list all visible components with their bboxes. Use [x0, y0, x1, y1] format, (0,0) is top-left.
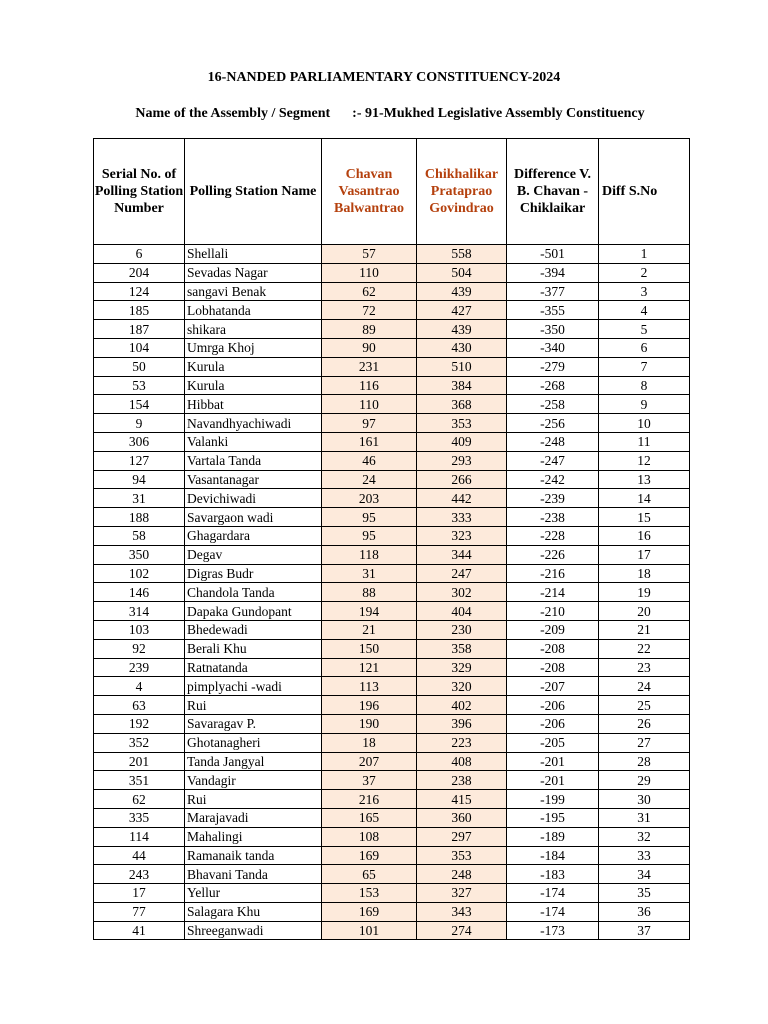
diff-sno-cell: 29: [599, 771, 690, 790]
serial-number-cell: 154: [94, 395, 185, 414]
diff-sno-cell: 34: [599, 865, 690, 884]
chavan-votes-cell: 196: [322, 696, 417, 715]
results-table: [93, 138, 690, 940]
polling-station-name-cell: Lobhatanda: [185, 301, 322, 320]
header-difference: Difference V. B. Chavan - Chiklaikar: [507, 139, 599, 245]
table-row: [94, 677, 690, 696]
chikhalikar-votes-cell: 415: [417, 790, 507, 809]
chavan-votes-cell: 113: [322, 677, 417, 696]
difference-cell: -238: [507, 508, 599, 527]
chavan-votes-cell: 169: [322, 846, 417, 865]
chavan-votes-cell: 101: [322, 921, 417, 940]
polling-station-name-cell: Tanda Jangyal: [185, 752, 322, 771]
polling-station-name-cell: Shellali: [185, 245, 322, 264]
serial-number-cell: 192: [94, 714, 185, 733]
difference-cell: -206: [507, 714, 599, 733]
chikhalikar-votes-cell: 439: [417, 320, 507, 339]
diff-sno-cell: 5: [599, 320, 690, 339]
chikhalikar-votes-cell: 404: [417, 602, 507, 621]
table-row: [94, 752, 690, 771]
table-row: [94, 790, 690, 809]
table-row: [94, 639, 690, 658]
serial-number-cell: 102: [94, 564, 185, 583]
table-row: [94, 301, 690, 320]
table-row: [94, 470, 690, 489]
table-row: [94, 808, 690, 827]
chavan-votes-cell: 97: [322, 414, 417, 433]
chavan-votes-cell: 31: [322, 564, 417, 583]
chavan-votes-cell: 57: [322, 245, 417, 264]
chikhalikar-votes-cell: 358: [417, 639, 507, 658]
polling-station-name-cell: Berali Khu: [185, 639, 322, 658]
diff-sno-cell: 6: [599, 338, 690, 357]
serial-number-cell: 31: [94, 489, 185, 508]
chavan-votes-cell: 95: [322, 526, 417, 545]
difference-cell: -248: [507, 432, 599, 451]
serial-number-cell: 103: [94, 620, 185, 639]
table-row: [94, 921, 690, 940]
diff-sno-cell: 17: [599, 545, 690, 564]
header-candidate-chavan: Chavan Vasantrao Balwantrao: [322, 139, 417, 245]
difference-cell: -355: [507, 301, 599, 320]
chikhalikar-votes-cell: 293: [417, 451, 507, 470]
diff-sno-cell: 3: [599, 282, 690, 301]
serial-number-cell: 243: [94, 865, 185, 884]
difference-cell: -206: [507, 696, 599, 715]
difference-cell: -201: [507, 752, 599, 771]
diff-sno-cell: 25: [599, 696, 690, 715]
polling-station-name-cell: Marajavadi: [185, 808, 322, 827]
polling-station-name-cell: Kurula: [185, 357, 322, 376]
difference-cell: -174: [507, 884, 599, 903]
difference-cell: -214: [507, 583, 599, 602]
serial-number-cell: 306: [94, 432, 185, 451]
chavan-votes-cell: 89: [322, 320, 417, 339]
diff-sno-cell: 10: [599, 414, 690, 433]
chavan-votes-cell: 108: [322, 827, 417, 846]
serial-number-cell: 6: [94, 245, 185, 264]
difference-cell: -256: [507, 414, 599, 433]
diff-sno-cell: 24: [599, 677, 690, 696]
serial-number-cell: 58: [94, 526, 185, 545]
chavan-votes-cell: 121: [322, 658, 417, 677]
serial-number-cell: 44: [94, 846, 185, 865]
polling-station-name-cell: Savargaon wadi: [185, 508, 322, 527]
chavan-votes-cell: 190: [322, 714, 417, 733]
table-row: [94, 338, 690, 357]
serial-number-cell: 17: [94, 884, 185, 903]
diff-sno-cell: 37: [599, 921, 690, 940]
segment-label: Name of the Assembly / Segment: [135, 106, 331, 121]
serial-number-cell: 104: [94, 338, 185, 357]
chikhalikar-votes-cell: 353: [417, 846, 507, 865]
diff-sno-cell: 20: [599, 602, 690, 621]
polling-station-name-cell: Devichiwadi: [185, 489, 322, 508]
chikhalikar-votes-cell: 430: [417, 338, 507, 357]
chavan-votes-cell: 95: [322, 508, 417, 527]
polling-station-name-cell: Vandagir: [185, 771, 322, 790]
polling-station-name-cell: Degav: [185, 545, 322, 564]
polling-station-name-cell: Rui: [185, 696, 322, 715]
serial-number-cell: 314: [94, 602, 185, 621]
diff-sno-cell: 32: [599, 827, 690, 846]
diff-sno-cell: 1: [599, 245, 690, 264]
serial-number-cell: 124: [94, 282, 185, 301]
chavan-votes-cell: 110: [322, 395, 417, 414]
header-diff-sno: Diff S.No: [599, 139, 690, 245]
polling-station-name-cell: Savaragav P.: [185, 714, 322, 733]
chavan-votes-cell: 18: [322, 733, 417, 752]
chavan-votes-cell: 194: [322, 602, 417, 621]
table-row: [94, 827, 690, 846]
chavan-votes-cell: 37: [322, 771, 417, 790]
chikhalikar-votes-cell: 248: [417, 865, 507, 884]
polling-station-name-cell: Digras Budr: [185, 564, 322, 583]
difference-cell: -350: [507, 320, 599, 339]
diff-sno-cell: 23: [599, 658, 690, 677]
table-row: [94, 414, 690, 433]
chavan-votes-cell: 62: [322, 282, 417, 301]
difference-cell: -377: [507, 282, 599, 301]
chavan-votes-cell: 231: [322, 357, 417, 376]
table-row: [94, 583, 690, 602]
chavan-votes-cell: 21: [322, 620, 417, 639]
chikhalikar-votes-cell: 409: [417, 432, 507, 451]
table-row: [94, 508, 690, 527]
table-row: [94, 432, 690, 451]
chikhalikar-votes-cell: 558: [417, 245, 507, 264]
difference-cell: -195: [507, 808, 599, 827]
difference-cell: -199: [507, 790, 599, 809]
diff-sno-cell: 7: [599, 357, 690, 376]
table-row: [94, 282, 690, 301]
chavan-votes-cell: 207: [322, 752, 417, 771]
polling-station-name-cell: pimplyachi -wadi: [185, 677, 322, 696]
difference-cell: -208: [507, 639, 599, 658]
serial-number-cell: 4: [94, 677, 185, 696]
table-row: [94, 376, 690, 395]
header-polling-station-name: Polling Station Name: [185, 139, 322, 245]
polling-station-name-cell: Salagara Khu: [185, 902, 322, 921]
diff-sno-cell: 11: [599, 432, 690, 451]
difference-cell: -205: [507, 733, 599, 752]
header-serial-number: Serial No. of Polling Station Number: [94, 139, 185, 245]
serial-number-cell: 62: [94, 790, 185, 809]
diff-sno-cell: 18: [599, 564, 690, 583]
polling-station-name-cell: Dapaka Gundopant: [185, 602, 322, 621]
polling-station-name-cell: Ghagardara: [185, 526, 322, 545]
polling-station-name-cell: Ghotanagheri: [185, 733, 322, 752]
polling-station-name-cell: Ramanaik tanda: [185, 846, 322, 865]
chikhalikar-votes-cell: 353: [417, 414, 507, 433]
difference-cell: -247: [507, 451, 599, 470]
serial-number-cell: 77: [94, 902, 185, 921]
chavan-votes-cell: 110: [322, 263, 417, 282]
polling-station-name-cell: Navandhyachiwadi: [185, 414, 322, 433]
polling-station-name-cell: Shreeganwadi: [185, 921, 322, 940]
difference-cell: -174: [507, 902, 599, 921]
polling-station-name-cell: Vartala Tanda: [185, 451, 322, 470]
chikhalikar-votes-cell: 333: [417, 508, 507, 527]
diff-sno-cell: 21: [599, 620, 690, 639]
serial-number-cell: 63: [94, 696, 185, 715]
diff-sno-cell: 28: [599, 752, 690, 771]
chavan-votes-cell: 116: [322, 376, 417, 395]
difference-cell: -201: [507, 771, 599, 790]
table-row: [94, 263, 690, 282]
chikhalikar-votes-cell: 230: [417, 620, 507, 639]
difference-cell: -189: [507, 827, 599, 846]
chikhalikar-votes-cell: 266: [417, 470, 507, 489]
serial-number-cell: 92: [94, 639, 185, 658]
chikhalikar-votes-cell: 504: [417, 263, 507, 282]
chavan-votes-cell: 24: [322, 470, 417, 489]
chavan-votes-cell: 153: [322, 884, 417, 903]
table-body: [94, 245, 690, 940]
table-row: [94, 602, 690, 621]
chavan-votes-cell: 72: [322, 301, 417, 320]
difference-cell: -226: [507, 545, 599, 564]
polling-station-name-cell: Bhavani Tanda: [185, 865, 322, 884]
serial-number-cell: 50: [94, 357, 185, 376]
serial-number-cell: 94: [94, 470, 185, 489]
table-header-row: [94, 139, 690, 245]
table-row: [94, 902, 690, 921]
diff-sno-cell: 8: [599, 376, 690, 395]
chavan-votes-cell: 203: [322, 489, 417, 508]
diff-sno-cell: 26: [599, 714, 690, 733]
serial-number-cell: 187: [94, 320, 185, 339]
diff-sno-cell: 36: [599, 902, 690, 921]
chikhalikar-votes-cell: 323: [417, 526, 507, 545]
serial-number-cell: 188: [94, 508, 185, 527]
difference-cell: -258: [507, 395, 599, 414]
diff-sno-cell: 14: [599, 489, 690, 508]
serial-number-cell: 9: [94, 414, 185, 433]
difference-cell: -501: [507, 245, 599, 264]
chikhalikar-votes-cell: 427: [417, 301, 507, 320]
polling-station-name-cell: Bhedewadi: [185, 620, 322, 639]
serial-number-cell: 352: [94, 733, 185, 752]
polling-station-name-cell: Valanki: [185, 432, 322, 451]
difference-cell: -209: [507, 620, 599, 639]
serial-number-cell: 114: [94, 827, 185, 846]
serial-number-cell: 146: [94, 583, 185, 602]
chikhalikar-votes-cell: 247: [417, 564, 507, 583]
chavan-votes-cell: 216: [322, 790, 417, 809]
polling-station-name-cell: Sevadas Nagar: [185, 263, 322, 282]
chavan-votes-cell: 90: [322, 338, 417, 357]
table-row: [94, 865, 690, 884]
polling-station-name-cell: Ratnatanda: [185, 658, 322, 677]
table-row: [94, 771, 690, 790]
table-row: [94, 620, 690, 639]
table-row: [94, 395, 690, 414]
difference-cell: -268: [507, 376, 599, 395]
difference-cell: -279: [507, 357, 599, 376]
chikhalikar-votes-cell: 223: [417, 733, 507, 752]
chikhalikar-votes-cell: 274: [417, 921, 507, 940]
polling-station-name-cell: sangavi Benak: [185, 282, 322, 301]
table-row: [94, 696, 690, 715]
polling-station-name-cell: shikara: [185, 320, 322, 339]
difference-cell: -184: [507, 846, 599, 865]
table-row: [94, 489, 690, 508]
chikhalikar-votes-cell: 302: [417, 583, 507, 602]
table-row: [94, 451, 690, 470]
chavan-votes-cell: 165: [322, 808, 417, 827]
table-row: [94, 245, 690, 264]
polling-station-name-cell: Chandola Tanda: [185, 583, 322, 602]
serial-number-cell: 350: [94, 545, 185, 564]
chikhalikar-votes-cell: 329: [417, 658, 507, 677]
serial-number-cell: 239: [94, 658, 185, 677]
table-row: [94, 846, 690, 865]
difference-cell: -210: [507, 602, 599, 621]
chikhalikar-votes-cell: 439: [417, 282, 507, 301]
serial-number-cell: 351: [94, 771, 185, 790]
table-row: [94, 714, 690, 733]
diff-sno-cell: 27: [599, 733, 690, 752]
diff-sno-cell: 33: [599, 846, 690, 865]
diff-sno-cell: 16: [599, 526, 690, 545]
chikhalikar-votes-cell: 320: [417, 677, 507, 696]
difference-cell: -183: [507, 865, 599, 884]
diff-sno-cell: 12: [599, 451, 690, 470]
difference-cell: -216: [507, 564, 599, 583]
chavan-votes-cell: 46: [322, 451, 417, 470]
difference-cell: -173: [507, 921, 599, 940]
diff-sno-cell: 31: [599, 808, 690, 827]
difference-cell: -239: [507, 489, 599, 508]
polling-station-name-cell: Umrga Khoj: [185, 338, 322, 357]
chikhalikar-votes-cell: 408: [417, 752, 507, 771]
chavan-votes-cell: 169: [322, 902, 417, 921]
table-row: [94, 733, 690, 752]
serial-number-cell: 335: [94, 808, 185, 827]
difference-cell: -242: [507, 470, 599, 489]
diff-sno-cell: 35: [599, 884, 690, 903]
chikhalikar-votes-cell: 402: [417, 696, 507, 715]
difference-cell: -228: [507, 526, 599, 545]
chikhalikar-votes-cell: 344: [417, 545, 507, 564]
chikhalikar-votes-cell: 343: [417, 902, 507, 921]
chikhalikar-votes-cell: 368: [417, 395, 507, 414]
segment-line: [0, 106, 768, 122]
table-row: [94, 357, 690, 376]
table-row: [94, 658, 690, 677]
diff-sno-cell: 15: [599, 508, 690, 527]
chikhalikar-votes-cell: 327: [417, 884, 507, 903]
document-title: 16-NANDED PARLIAMENTARY CONSTITUENCY-2024: [207, 70, 561, 85]
diff-sno-cell: 2: [599, 263, 690, 282]
polling-station-name-cell: Mahalingi: [185, 827, 322, 846]
difference-cell: -340: [507, 338, 599, 357]
segment-value: :- 91-Mukhed Legislative Assembly Constituency: [352, 106, 645, 121]
polling-station-name-cell: Rui: [185, 790, 322, 809]
diff-sno-cell: 30: [599, 790, 690, 809]
serial-number-cell: 53: [94, 376, 185, 395]
chavan-votes-cell: 118: [322, 545, 417, 564]
table-row: [94, 564, 690, 583]
serial-number-cell: 127: [94, 451, 185, 470]
table-row: [94, 320, 690, 339]
difference-cell: -394: [507, 263, 599, 282]
polling-station-name-cell: Hibbat: [185, 395, 322, 414]
diff-sno-cell: 9: [599, 395, 690, 414]
serial-number-cell: 201: [94, 752, 185, 771]
diff-sno-cell: 4: [599, 301, 690, 320]
polling-station-name-cell: Yellur: [185, 884, 322, 903]
polling-station-name-cell: Vasantanagar: [185, 470, 322, 489]
chikhalikar-votes-cell: 238: [417, 771, 507, 790]
table-row: [94, 884, 690, 903]
chikhalikar-votes-cell: 510: [417, 357, 507, 376]
table-row: [94, 545, 690, 564]
chikhalikar-votes-cell: 297: [417, 827, 507, 846]
chikhalikar-votes-cell: 396: [417, 714, 507, 733]
difference-cell: -207: [507, 677, 599, 696]
chavan-votes-cell: 65: [322, 865, 417, 884]
chavan-votes-cell: 88: [322, 583, 417, 602]
diff-sno-cell: 22: [599, 639, 690, 658]
polling-station-name-cell: Kurula: [185, 376, 322, 395]
serial-number-cell: 185: [94, 301, 185, 320]
header-candidate-chikhalikar: Chikhalikar Prataprao Govindrao: [417, 139, 507, 245]
table-row: [94, 526, 690, 545]
serial-number-cell: 41: [94, 921, 185, 940]
difference-cell: -208: [507, 658, 599, 677]
chikhalikar-votes-cell: 384: [417, 376, 507, 395]
diff-sno-cell: 19: [599, 583, 690, 602]
serial-number-cell: 204: [94, 263, 185, 282]
chikhalikar-votes-cell: 360: [417, 808, 507, 827]
chavan-votes-cell: 150: [322, 639, 417, 658]
chikhalikar-votes-cell: 442: [417, 489, 507, 508]
chavan-votes-cell: 161: [322, 432, 417, 451]
diff-sno-cell: 13: [599, 470, 690, 489]
